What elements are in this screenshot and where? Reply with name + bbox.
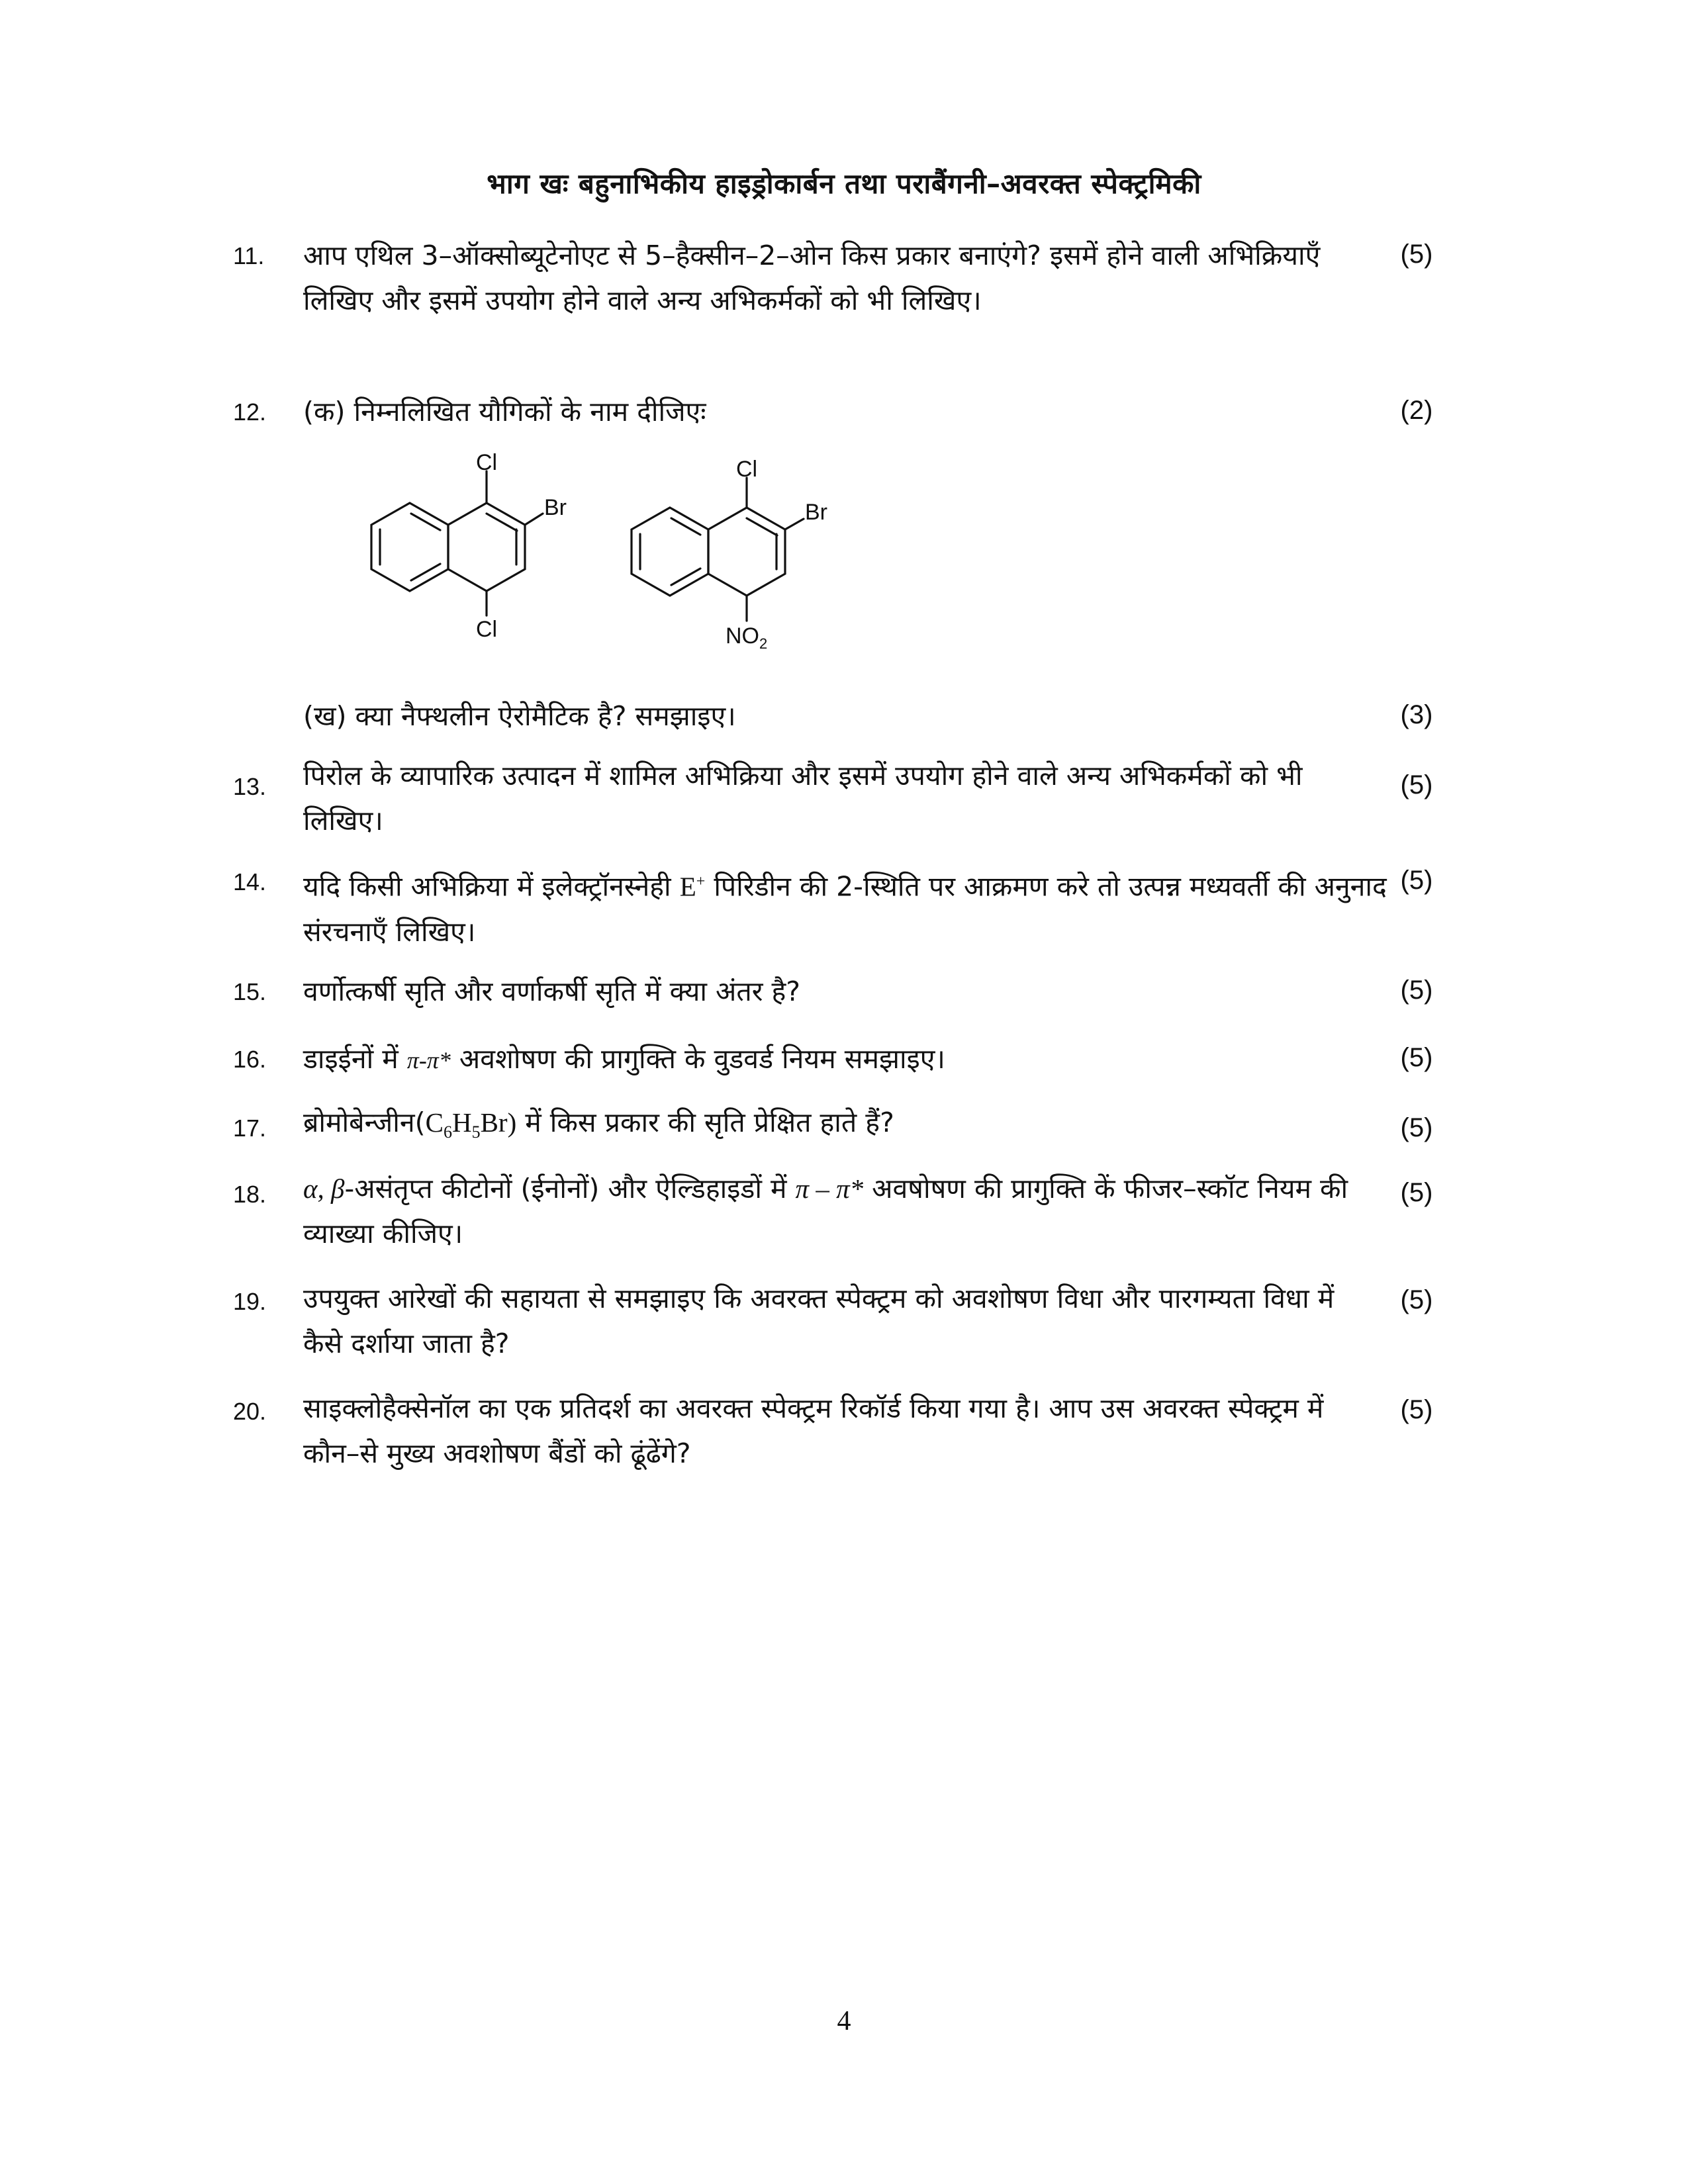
question-marks: (5): [1400, 976, 1433, 1005]
s2-no2-label: $NO_2$: [726, 623, 768, 652]
question-number: 12.: [233, 398, 267, 426]
chemical-structures: [0, 450, 1688, 675]
question-marks: (5): [1400, 1285, 1433, 1314]
question-text: आप एथिल 3–ऑक्सोब्यूटेनोएट से 5–हैक्सीन–2–ओन किस प्रकार बनाएंगे? इसमें होने वाली अभिक्रियाएँ लिखिए और इसमें उपयोग होने वाले अन्य अभिकर्मकों को भी लिखिए।: [303, 240, 1321, 316]
question-number: 17.: [233, 1115, 267, 1142]
question-marks: (5): [1400, 770, 1433, 799]
page-number: 4: [837, 2006, 851, 2036]
structure-1-rings: [371, 471, 543, 615]
question-text: वर्णोत्कर्षी सृति और वर्णाकर्षी सृति में क्या अंतर है?: [303, 976, 801, 1007]
question-marks: (5): [1400, 866, 1433, 895]
s2-br-label: Br: [805, 500, 827, 525]
question-marks: (5): [1400, 1395, 1433, 1424]
question-text: पिरोल के व्यापारिक उत्पादन में शामिल अभिक्रिया और इसमें उपयोग होने वाले अन्य अभिकर्मकों को भी लिखिए।: [303, 760, 1303, 837]
question-marks: (2): [1400, 396, 1433, 425]
question-marks: (5): [1400, 240, 1433, 269]
question-marks: (5): [1400, 1178, 1433, 1207]
structure-2-rings: [632, 478, 804, 621]
question-text: $ब्रोमोबेन्जीन(C_6H_5Br)$ में किस प्रकार की सृति प्रेक्षित हाते हैं?: [303, 1107, 894, 1142]
question-number: 15.: [233, 978, 267, 1005]
s1-cl-bottom-label: Cl: [476, 617, 498, 642]
question-text: (क) निम्नलिखित यौगिकों के नाम दीजिएः: [303, 396, 706, 428]
question-text: उपयुक्त आरेखों की सहायता से समझाइए कि अवरक्त स्पेक्ट्रम को अवशोषण विधा और पारगम्यता विधा में कैसे दर्शाया जाता है?: [303, 1283, 1335, 1359]
question-text: यदि किसी अभिक्रिया में इलेक्ट्रॉनस्नेही E+ पिरिडीन की 2-स्थिति पर आक्रमण करे तो उत्पन्न मध्यवर्ती की अनुनाद संरचनाएँ लिखिए।: [303, 870, 1387, 948]
question-number: 11.: [233, 242, 265, 269]
question-marks: (3): [1400, 700, 1433, 729]
s1-br-label: Br: [544, 495, 567, 520]
question-text: (ख) क्या नैफ्थलीन ऐरोमैटिक है? समझाइए।: [303, 700, 736, 732]
naphthalene-structures-svg: [0, 450, 1688, 675]
question-marks: (5): [1400, 1113, 1433, 1142]
question-number: 13.: [233, 773, 267, 800]
s1-cl-top-label: Cl: [476, 450, 498, 475]
question-number: 16.: [233, 1046, 267, 1073]
section-heading: भाग खः बहुनाभिकीय हाइड्रोकार्बन तथा पराबैंगनी–अवरक्त स्पेक्ट्रमिकी: [487, 167, 1201, 200]
question-text: डाइईनों में π-π* अवशोषण की प्रागुक्ति के वुडवर्ड नियम समझाइए।: [303, 1043, 945, 1075]
question-text: α, β-असंतृप्त कीटोनों (ईनोनों) और ऐल्डिहाइडों में π – π* अवषोषण की प्रागुक्ति कें फीजर–स्कॉट नियम की व्याख्या कीजिए।: [303, 1173, 1348, 1250]
question-text: साइक्लोहैक्सेनॉल का एक प्रतिदर्श का अवरक्त स्पेक्ट्रम रिकॉर्ड किया गया है। आप उस अवरक्त स्पेक्ट्रम में कौन–से मुख्य अवशोषण बैंडों को ढूंढेंगे?: [303, 1392, 1324, 1469]
question-number: 20.: [233, 1398, 267, 1425]
question-number: 18.: [233, 1181, 267, 1208]
question-marks: (5): [1400, 1043, 1433, 1072]
question-number: 19.: [233, 1288, 267, 1315]
s2-cl-top-label: Cl: [736, 457, 758, 482]
question-number: 14.: [233, 868, 267, 895]
